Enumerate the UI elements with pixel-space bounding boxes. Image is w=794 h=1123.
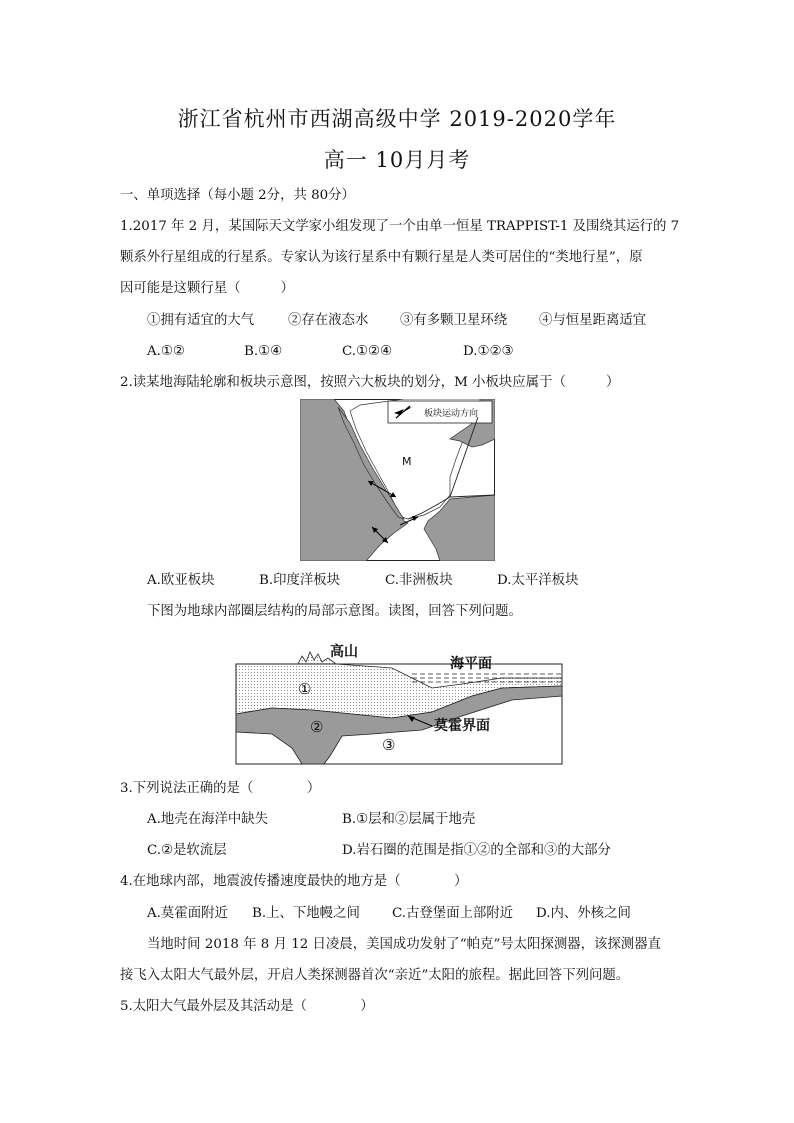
q1-stem-line3: 因可能是这颗行星（ ） xyxy=(120,281,295,296)
q1-option-c[interactable]: C.①②④ xyxy=(342,344,393,359)
sun-intro-line2: 接飞入太阳大气最外层，开启人类探测器首次“亲近”太阳的旅程。据此回答下列问题。 xyxy=(120,968,630,983)
q4-option-a[interactable]: A.莫霍面附近 xyxy=(147,906,228,921)
exam-title: 浙江省杭州市西湖高级中学 2019-2020学年 xyxy=(177,107,617,131)
q4-stem: 4.在地球内部，地震波传播速度最快的地方是（ ） xyxy=(120,874,468,889)
q2-option-b[interactable]: B.印度洋板块 xyxy=(259,573,341,588)
q3-stem: 3.下列说法正确的是（ ） xyxy=(120,781,321,796)
exam-subtitle: 高一 10月月考 xyxy=(323,148,471,172)
label-mountain: 高山 xyxy=(330,644,358,660)
earth-layers-figure xyxy=(232,638,564,766)
q1-option-a[interactable]: A.①② xyxy=(147,344,185,359)
q3-option-b[interactable]: B.①层和②层属于地壳 xyxy=(342,812,476,827)
label-layer-1: ① xyxy=(298,680,312,698)
q1-option-d[interactable]: D.①②③ xyxy=(463,344,514,359)
q1-item-2: ②存在液态水 xyxy=(288,313,369,328)
label-layer-3: ③ xyxy=(382,736,396,754)
label-moho: 莫霍界面 xyxy=(434,718,490,734)
sun-intro-line1: 当地时间 2018 年 8 月 12 日凌晨，美国成功发射了“帕克”号太阳探测器，该探测器直 xyxy=(147,937,661,952)
q1-stem-line1: 1.2017 年 2 月，某国际天文学家小组发现了一个由单一恒星 TRAPPIST-1 及围绕其运行的 7 xyxy=(120,219,680,234)
q2-stem: 2.读某地海陆轮廓和板块示意图，按照六大板块的划分，M 小板块应属于（ ） xyxy=(120,375,620,390)
section-heading: 一、单项选择（每小题 2分，共 80分） xyxy=(120,188,355,203)
q1-item-1: ①拥有适宜的大气 xyxy=(147,313,255,328)
legend-label: 板块运动方向 xyxy=(424,409,479,419)
q2-option-d[interactable]: D.太平洋板块 xyxy=(497,573,579,588)
layers-intro: 下图为地球内部圈层结构的局部示意图。读图，回答下列问题。 xyxy=(147,604,522,619)
label-sea-level: 海平面 xyxy=(450,656,492,672)
q2-option-c[interactable]: C.非洲板块 xyxy=(385,573,453,588)
q1-option-b[interactable]: B.①④ xyxy=(244,344,283,359)
q1-item-4: ④与恒星距离适宜 xyxy=(539,313,647,328)
q1-stem-line2: 颗系外行星组成的行星系。专家认为该行星系中有颗行星是人类可居住的“类地行星”，原 xyxy=(120,250,643,265)
q4-option-d[interactable]: D.内、外核之间 xyxy=(536,906,631,921)
q5-stem: 5.太阳大气最外层及其活动是（ ） xyxy=(120,999,374,1014)
q4-option-b[interactable]: B.上、下地幔之间 xyxy=(252,906,360,921)
q3-option-d[interactable]: D.岩石圈的范围是指①②的全部和③的大部分 xyxy=(342,843,611,858)
q4-option-c[interactable]: C.古登堡面上部附近 xyxy=(392,906,514,921)
plate-map-figure xyxy=(300,399,495,561)
label-layer-2: ② xyxy=(310,718,324,736)
q2-option-a[interactable]: A.欧亚板块 xyxy=(147,573,215,588)
plate-label-m: M xyxy=(402,455,412,468)
q3-option-c[interactable]: C.②是软流层 xyxy=(147,843,227,858)
q3-option-a[interactable]: A.地壳在海洋中缺失 xyxy=(147,812,269,827)
q1-item-3: ③有多颗卫星环绕 xyxy=(400,313,508,328)
